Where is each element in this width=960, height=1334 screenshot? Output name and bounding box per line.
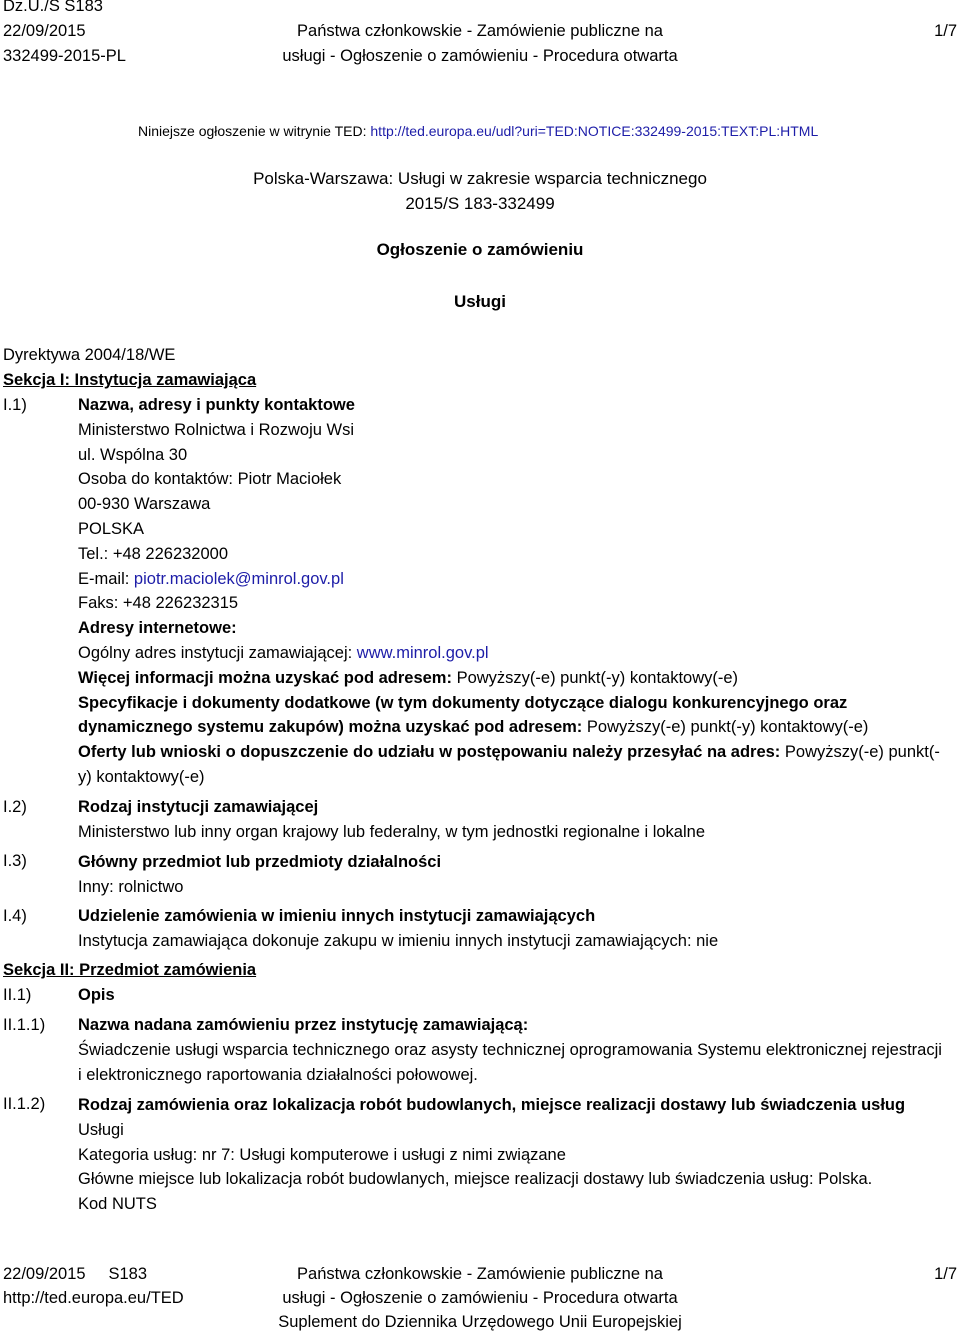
section-ii12-body <box>78 1093 948 1217</box>
more-info-row <box>78 666 948 691</box>
email-link[interactable]: piotr.maciolek@minrol.gov.pl <box>133 569 344 588</box>
ted-notice-prefix: Niniejsze ogłoszenie w witrynie TED: <box>138 123 371 139</box>
section-i2-text: Ministerstwo lub inny organ krajowy lub federalny, w tym jednostki regionalne i lokalne <box>78 822 705 841</box>
offers-label: Oferty lub wnioski o dopuszczenie do udziału w postępowaniu należy przesyłać na adres: <box>78 743 785 762</box>
section-ii12-line2: Kategoria usług: nr 7: Usługi komputerowe i usługi z nimi związane <box>78 1145 566 1164</box>
general-address-link[interactable]: www.minrol.gov.pl <box>356 643 489 662</box>
section-ii12-title: Rodzaj zamówienia oraz lokalizacja robót budowlanych, miejsce realizacji dostawy lub świadczenia usług <box>78 1096 906 1114</box>
section-i2-body <box>78 795 948 845</box>
section-i3-title: Główny przedmiot lub przedmioty działalności <box>78 853 442 871</box>
directive-label: Dyrektywa 2004/18/WE <box>3 346 176 364</box>
ted-notice <box>138 123 818 139</box>
internet-addresses-heading: Adresy internetowe: <box>78 619 237 638</box>
section-i4-body <box>78 904 948 954</box>
contact-phone: Tel.: +48 226232000 <box>78 544 229 563</box>
document-title: Polska-Warszawa: Usługi w zakresie wsparcia technicznego <box>253 169 707 188</box>
contact-person: Osoba do kontaktów: Piotr Maciołek <box>78 470 342 489</box>
section-i4-number: I.4) <box>3 907 27 925</box>
footer-page-number: 1/7 <box>934 1265 957 1283</box>
general-address-row <box>78 641 948 666</box>
section-i1-number: I.1) <box>3 396 27 414</box>
section-i2-number: I.2) <box>3 798 27 816</box>
section-i1-title: Nazwa, adresy i punkty kontaktowe <box>78 396 355 414</box>
section-ii1-title: Opis <box>78 986 115 1004</box>
email-label: E-mail: <box>78 569 134 588</box>
section-i3-number: I.3) <box>3 852 27 870</box>
general-address-label: Ogólny adres instytucji zamawiającej: <box>78 643 357 662</box>
more-info-value: Powyższy(-e) punkt(-y) kontaktowy(-e) <box>456 668 739 687</box>
ted-notice-link[interactable]: http://ted.europa.eu/udl?uri=TED:NOTICE:332499-2015:TEXT:PL:HTML <box>370 123 819 139</box>
contract-type-heading: Usługi <box>454 292 506 311</box>
contact-name: Ministerstwo Rolnictwa i Rozwoju Wsi <box>78 420 354 439</box>
section-ii11-number: II.1.1) <box>3 1016 46 1034</box>
section-ii12-number: II.1.2) <box>3 1095 46 1113</box>
section-ii12-line4: Kod NUTS <box>78 1195 157 1214</box>
document-reference: 2015/S 183-332499 <box>405 194 555 213</box>
header-journal-ref: Dz.U./S S183 <box>3 0 103 15</box>
header-date: 22/09/2015 <box>3 22 86 40</box>
header-notice-number: 332499-2015-PL <box>3 47 126 65</box>
section-2-heading: Sekcja II: Przedmiot zamówienia <box>3 961 257 979</box>
more-info-label: Więcej informacji można uzyskać pod adresem: <box>78 668 457 687</box>
specifications-value: Powyższy(-e) punkt(-y) kontaktowy(-e) <box>586 718 869 737</box>
section-ii11-title: Nazwa nadana zamówieniu przez instytucję zamawiającą: <box>78 1016 529 1034</box>
header-title-line1: Państwa członkowskie - Zamówienie publiczne na <box>297 22 663 40</box>
footer-date-issue: 22/09/2015 S183 <box>3 1265 148 1283</box>
footer-title-line1: Państwa członkowskie - Zamówienie publiczne na <box>297 1265 663 1283</box>
section-i1-body <box>78 393 948 790</box>
section-i3-text: Inny: rolnictwo <box>78 877 184 896</box>
specifications-label: Specyfikacje i dokumenty dodatkowe (w tym dokumenty dotyczące dialogu konkurencyjnego oraz dynamicznego systemu zakupów) można uzyskać pod adresem: <box>78 693 848 737</box>
section-i4-title: Udzielenie zamówienia w imieniu innych instytucji zamawiających <box>78 907 596 925</box>
contact-fax: Faks: +48 226232315 <box>78 594 239 613</box>
section-ii1-number: II.1) <box>3 986 32 1004</box>
contact-country: POLSKA <box>78 519 145 538</box>
header-title-line2: usługi - Ogłoszenie o zamówieniu - Procedura otwarta <box>282 47 678 65</box>
footer-title-line2: usługi - Ogłoszenie o zamówieniu - Procedura otwarta <box>282 1289 678 1307</box>
section-i3-body <box>78 850 948 900</box>
contact-city: 00-930 Warszawa <box>78 495 211 514</box>
section-ii12-line1: Usługi <box>78 1120 124 1139</box>
contact-street: ul. Wspólna 30 <box>78 445 188 464</box>
section-i2-title: Rodzaj instytucji zamawiającej <box>78 798 319 816</box>
section-1-heading: Sekcja I: Instytucja zamawiająca <box>3 371 257 389</box>
notice-type-heading: Ogłoszenie o zamówieniu <box>376 240 584 259</box>
section-ii11-body <box>78 1013 948 1087</box>
section-ii12-line3: Główne miejsce lub lokalizacja robót budowlanych, miejsce realizacji dostawy lub świadczenia usług: Polska. <box>78 1170 873 1189</box>
contact-email-row <box>78 567 948 592</box>
section-i4-text: Instytucja zamawiająca dokonuje zakupu w imieniu innych instytucji zamawiających: nie <box>78 931 719 950</box>
specifications-row <box>78 691 948 741</box>
offers-value: Powyższy(-e) punkt(-y) kontaktowy(-e) <box>78 743 940 786</box>
footer-ted-url[interactable]: http://ted.europa.eu/TED <box>3 1289 184 1307</box>
section-ii11-text: Świadczenie usługi wsparcia technicznego oraz asysty technicznej oprogramowania Systemu elektronicznej rejestracji i elektronicznego raportowania działalności połowowej. <box>78 1040 942 1084</box>
header-page-number: 1/7 <box>934 22 957 40</box>
footer-supplement: Suplement do Dziennika Urzędowego Unii Europejskiej <box>278 1313 682 1331</box>
offers-row <box>78 740 948 790</box>
